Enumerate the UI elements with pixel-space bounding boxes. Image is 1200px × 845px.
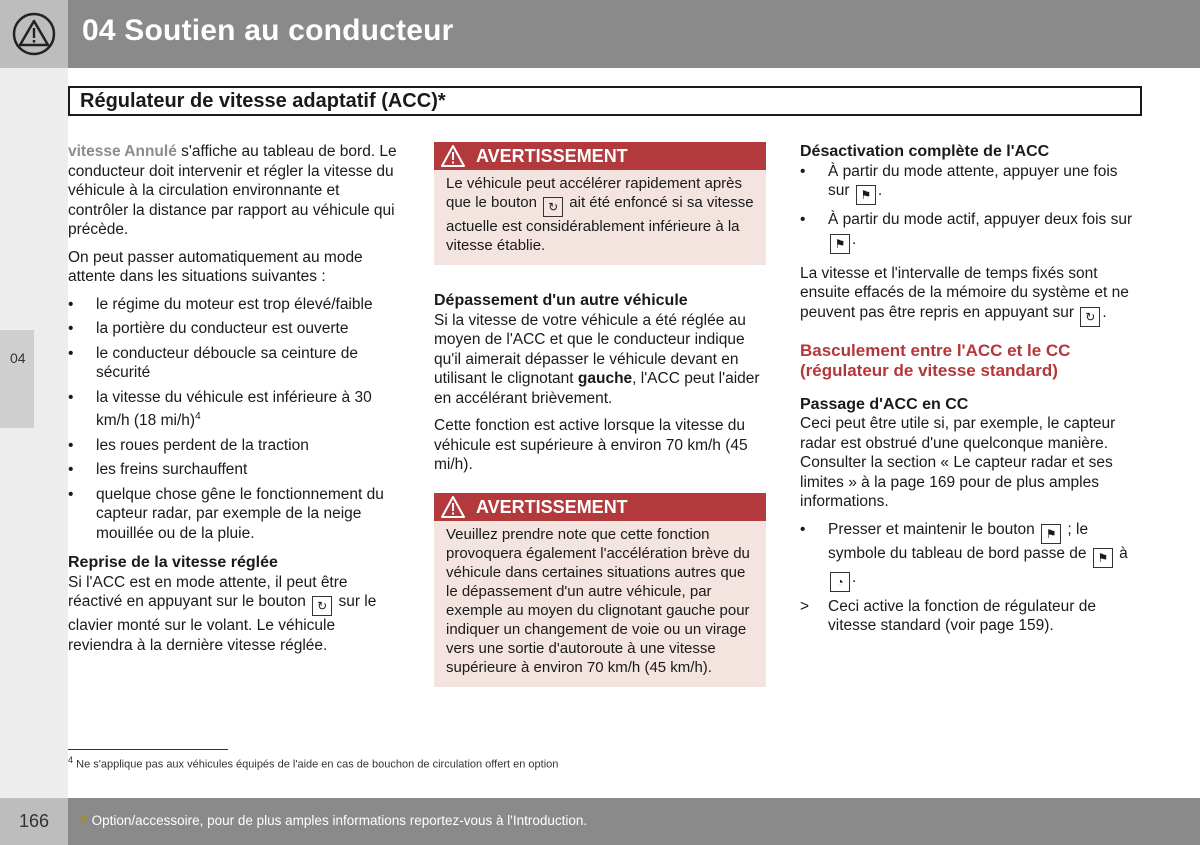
resume-button-icon: ↻ bbox=[1080, 307, 1100, 327]
paragraph: vitesse Annulé s'affiche au tableau de bord. Le conducteur doit intervenir et régler la vitesse du véhicule à la circulation environnante et contrôler la distance par rapport au véhicule qui précède. bbox=[68, 143, 397, 238]
list-item: > Ceci active la fonction de régulateur de vitesse standard (voir page 159). bbox=[800, 597, 1133, 636]
subheading: Désactivation complète de l'ACC bbox=[800, 143, 1050, 160]
list-item: • quelque chose gêne le fonctionnement du capteur radar, par exemple de la neige mouillée ou de la pluie. bbox=[68, 485, 403, 544]
bullet-list bbox=[800, 520, 1133, 636]
footnote-rule bbox=[68, 749, 228, 750]
paragraph: Si la vitesse de votre véhicule a été réglée au moyen de l'ACC et que le conducteur indique qu'il aimerait dépasser le véhicule devant en utilisant le clignotant gauche, l'ACC peut l'aider en accélérant brièvement. bbox=[434, 311, 760, 407]
list-item: • À partir du mode actif, appuyer deux fois sur ⚑ . bbox=[800, 210, 1133, 254]
acc-button-icon: ⚑ bbox=[830, 234, 850, 254]
list-item: • le régime du moteur est trop élevé/faible bbox=[68, 295, 403, 315]
list-item: • la portière du conducteur est ouverte bbox=[68, 319, 403, 339]
list-item: • les roues perdent de la traction bbox=[68, 436, 403, 456]
paragraph: La vitesse et l'intervalle de temps fixés sont ensuite effacés de la mémoire du système et ne peuvent pas être repris en appuyant sur ↻ . bbox=[800, 264, 1133, 327]
list-item: • le conducteur déboucle sa ceinture de sécurité bbox=[68, 344, 403, 383]
list-item: • Presser et maintenir le bouton ⚑ ; le symbole du tableau de bord passe de ⚑ à ◔ . bbox=[800, 520, 1133, 592]
chapter-tab: 04 bbox=[0, 330, 34, 428]
warning-box bbox=[434, 493, 766, 687]
warning-header: AVERTISSEMENT bbox=[434, 142, 766, 170]
warning-text: Le véhicule peut accélérer rapidement après que le bouton ↻ ait été enfoncé si sa vitesse actuelle est considérablement inférieure à la vitesse établie. bbox=[446, 175, 754, 254]
resume-button-icon: ↻ bbox=[543, 197, 563, 217]
acc-button-icon: ⚑ bbox=[1093, 548, 1113, 568]
warning-triangle-icon bbox=[440, 495, 466, 519]
warning-triangle-icon bbox=[440, 144, 466, 168]
page-footer bbox=[0, 798, 1200, 845]
bullet-list bbox=[68, 295, 403, 544]
acc-button-icon: ⚑ bbox=[856, 185, 876, 205]
side-margin bbox=[0, 68, 68, 798]
paragraph: On peut passer automatiquement au mode attente dans les situations suivantes : bbox=[68, 248, 363, 285]
warning-triangle-icon bbox=[0, 0, 68, 68]
warning-header: AVERTISSEMENT bbox=[434, 493, 766, 521]
resume-button-icon: ↻ bbox=[312, 596, 332, 616]
subheading: Passage d'ACC en CC bbox=[800, 395, 969, 413]
warning-text: Veuillez prendre note que cette fonction provoquera également l'accélération brève du véhicule dans certaines situations autres que le dépassement d'un autre véhicule, par exemple au moyen du clignotant gauche pour indiquer un changement de voie ou un virage vers une sortie d'autoroute à une vitesse supérieure à environ 70 km/h (45 km/h). bbox=[446, 525, 750, 676]
paragraph: Si l'ACC est en mode attente, il peut être réactivé en appuyant sur le bouton ↻ sur le clavier monté sur le volant. Le véhicule reviendra à la dernière vitesse réglée. bbox=[68, 573, 377, 654]
paragraph: Cette fonction est active lorsque la vitesse du véhicule est supérieure à environ 70 km/h (45 mi/h). bbox=[434, 417, 748, 473]
subheading: Reprise de la vitesse réglée bbox=[68, 554, 278, 572]
warning-box bbox=[434, 142, 766, 265]
column-1 bbox=[68, 142, 403, 663]
list-item: • À partir du mode attente, appuyer une fois sur ⚑ . bbox=[800, 162, 1133, 206]
footnote: $^4$ Ne s'applique pas aux véhicules équipés de l'aide en cas de bouchon de circulation offert en option bbox=[68, 755, 559, 771]
subheading: Dépassement d'un autre véhicule bbox=[434, 292, 688, 309]
footer-note: * Option/accessoire, pour de plus amples informations reportez-vous à l'Introduction. bbox=[80, 812, 588, 834]
page-number: 166 bbox=[0, 798, 68, 845]
section-title: Régulateur de vitesse adaptatif (ACC)* bbox=[68, 86, 1142, 116]
column-2 bbox=[434, 142, 766, 713]
paragraph: Ceci peut être utile si, par exemple, le capteur radar est obstrué d'une quelconque manière. Consulter la section « Le capteur radar et ses limites » à la page 169 pour de plus amples informations. bbox=[800, 415, 1116, 510]
chapter-header bbox=[0, 0, 1200, 68]
acc-button-icon: ⚑ bbox=[1041, 524, 1061, 544]
chapter-title: 04 Soutien au conducteur bbox=[82, 14, 454, 47]
cruise-control-icon: ◔ bbox=[830, 572, 850, 592]
list-item: • les freins surchauffent bbox=[68, 460, 403, 480]
column-3 bbox=[800, 142, 1133, 646]
list-item: • la vitesse du véhicule est inférieure à 30 km/h (18 mi/h)$^4$ bbox=[68, 388, 403, 431]
section-heading: Basculement entre l'ACC et le CC (régulateur de vitesse standard) bbox=[800, 340, 1071, 380]
bullet-list bbox=[800, 162, 1133, 254]
